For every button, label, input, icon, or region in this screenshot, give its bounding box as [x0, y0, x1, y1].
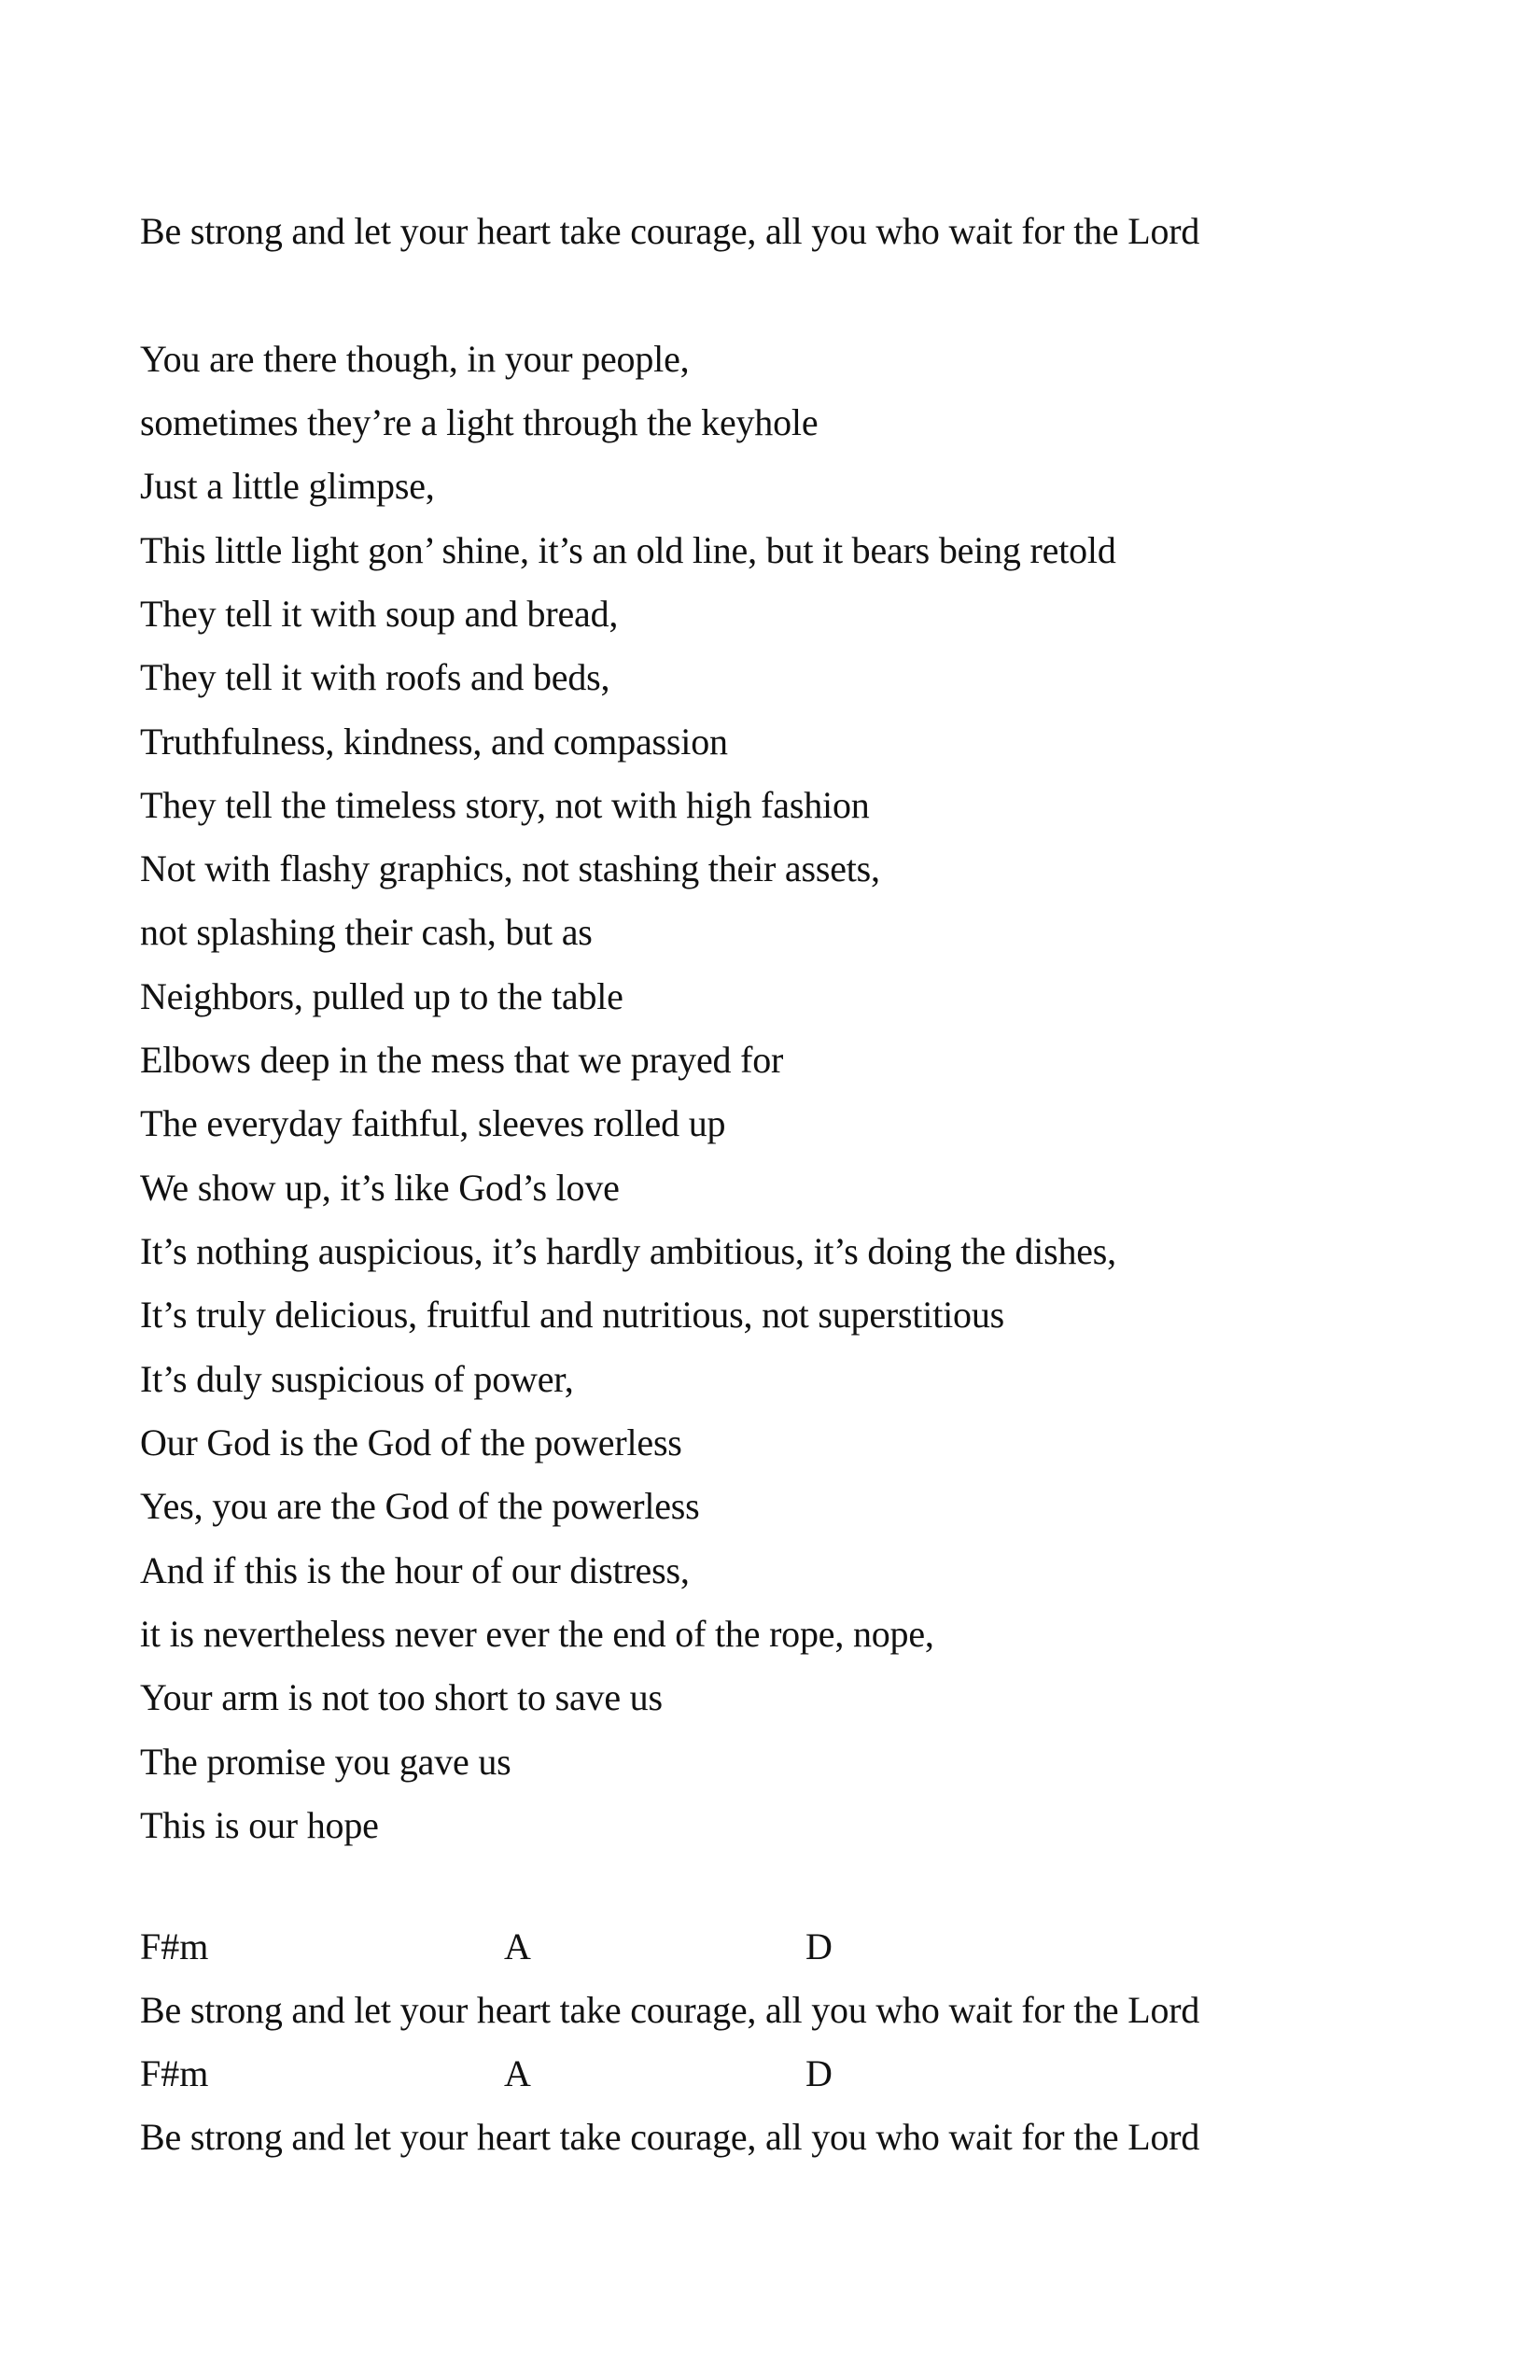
- verse-line: You are there though, in your people,: [140, 338, 690, 380]
- verse-line: The promise you gave us: [140, 1741, 511, 1783]
- verse-line: We show up, it’s like God’s love: [140, 1167, 620, 1209]
- chord: F#m: [140, 2052, 209, 2094]
- verse-line: It’s nothing auspicious, it’s hardly ambitious, it’s doing the dishes,: [140, 1230, 1116, 1272]
- verse-line: Our God is the God of the powerless: [140, 1421, 682, 1463]
- verse-line: Yes, you are the God of the powerless: [140, 1485, 700, 1527]
- intro-line: Be strong and let your heart take courage, all you who wait for the Lord: [140, 210, 1200, 252]
- verse-line: Not with flashy graphics, not stashing their assets,: [140, 847, 880, 889]
- chord: A: [504, 2052, 531, 2094]
- verse-line: This is our hope: [140, 1804, 379, 1846]
- verse-line: Elbows deep in the mess that we prayed for: [140, 1039, 784, 1081]
- verse-line: Just a little glimpse,: [140, 465, 435, 507]
- verse-line: Neighbors, pulled up to the table: [140, 975, 623, 1017]
- verse-line: It’s duly suspicious of power,: [140, 1358, 574, 1400]
- chord: D: [805, 1925, 833, 1967]
- verse-line: It’s truly delicious, fruitful and nutritious, not superstitious: [140, 1294, 1005, 1336]
- chorus-lyric: Be strong and let your heart take courage, all you who wait for the Lord: [140, 1989, 1200, 2031]
- verse-line: sometimes they’re a light through the keyhole: [140, 401, 819, 443]
- verse-line: This little light gon’ shine, it’s an old line, but it bears being retold: [140, 529, 1116, 571]
- verse-line: They tell it with roofs and beds,: [140, 656, 610, 698]
- verse-line: it is nevertheless never ever the end of the rope, nope,: [140, 1613, 934, 1655]
- verse-line: Your arm is not too short to save us: [140, 1676, 663, 1718]
- chord: D: [805, 2052, 833, 2094]
- verse-line: And if this is the hour of our distress,: [140, 1549, 690, 1591]
- verse-line: The everyday faithful, sleeves rolled up: [140, 1102, 726, 1144]
- verse-line: Truthfulness, kindness, and compassion: [140, 721, 728, 763]
- verse-line: They tell it with soup and bread,: [140, 593, 619, 635]
- verse-line: not splashing their cash, but as: [140, 911, 593, 953]
- chord-line: [140, 1925, 1353, 1969]
- chord: F#m: [140, 1925, 209, 1967]
- chord: A: [504, 1925, 531, 1967]
- verse-line: They tell the timeless story, not with high fashion: [140, 784, 870, 826]
- chorus-lyric: Be strong and let your heart take courage, all you who wait for the Lord: [140, 2116, 1200, 2158]
- chord-line: [140, 2051, 1353, 2096]
